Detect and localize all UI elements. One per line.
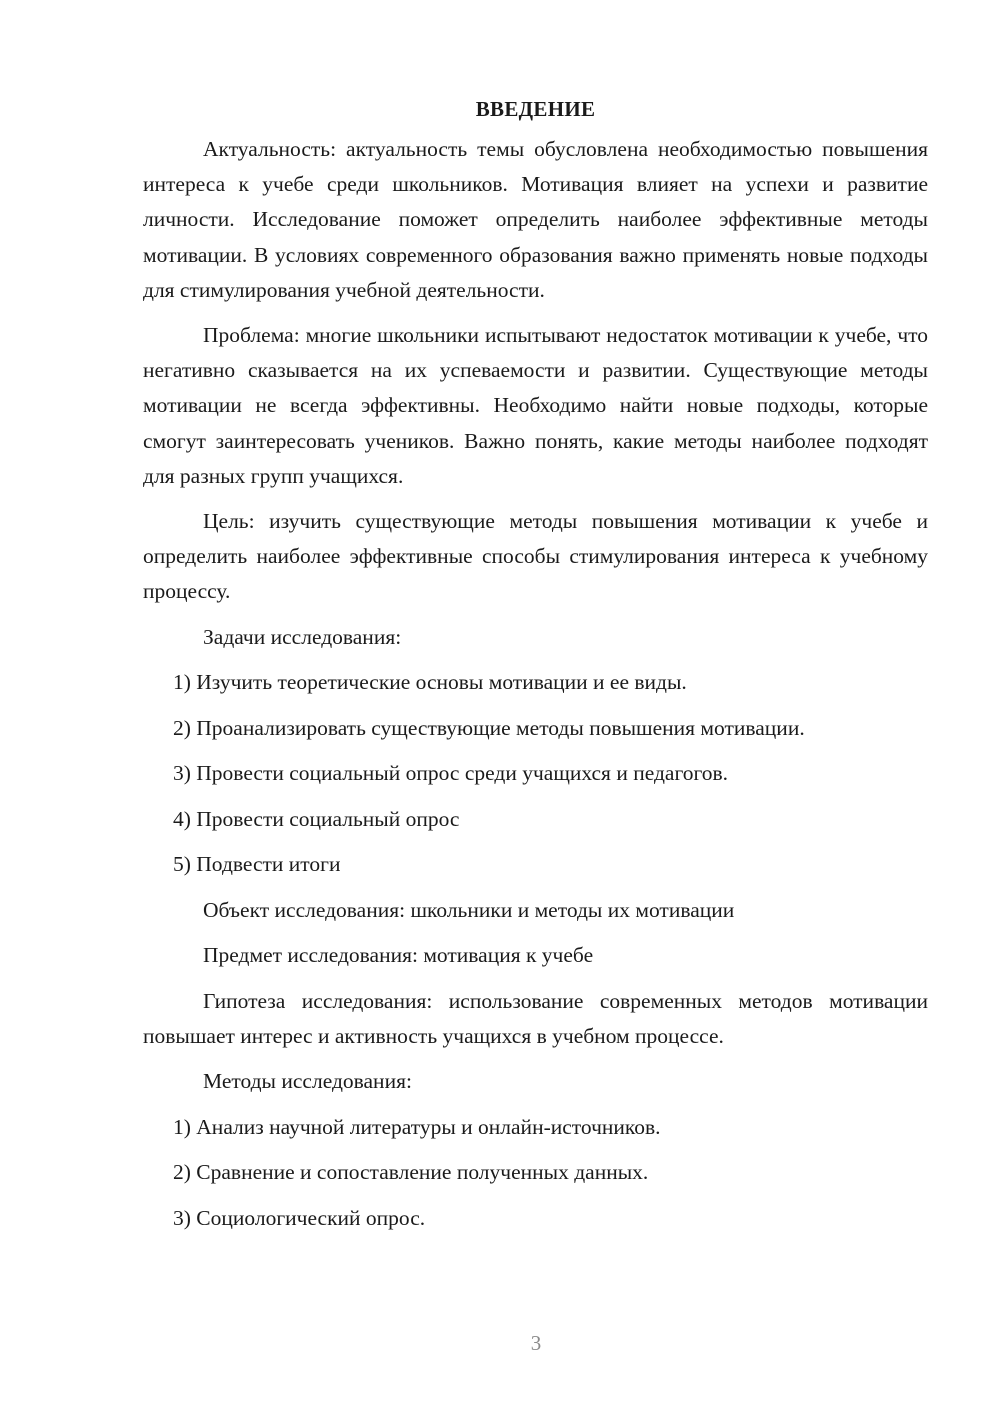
research-object: Объект исследования: школьники и методы их мотивации (203, 897, 735, 922)
tasks-heading: Задачи исследования: (203, 624, 402, 649)
task-item: 3) Провести социальный опрос среди учащихся и педагогов. (173, 761, 729, 786)
task-item: 1) Изучить теоретические основы мотивации и ее виды. (173, 670, 687, 695)
method-item: 2) Сравнение и сопоставление полученных данных. (173, 1160, 649, 1185)
document-page (143, 92, 928, 1246)
task-item: 4) Провести социальный опрос (173, 806, 460, 831)
task-item: 5) Подвести итоги (173, 852, 341, 877)
research-subject: Предмет исследования: мотивация к учебе (203, 943, 594, 968)
section-title: ВВЕДЕНИЕ (475, 97, 596, 121)
method-item: 1) Анализ научной литературы и онлайн-источников. (173, 1114, 661, 1139)
goal-paragraph: Цель: изучить существующие методы повышения мотивации к учебе и определить наиболее эффективные способы стимулирования интереса к учебному процессу. (143, 509, 928, 604)
hypothesis-paragraph: Гипотеза исследования: использование современных методов мотивации повышает интерес и активность учащихся в учебном процессе. (143, 988, 928, 1048)
relevance-paragraph: Актуальность: актуальность темы обусловлена необходимостью повышения интереса к учебе среди школьников. Мотивация влияет на успехи и развитие личности. Исследование поможет определить наиболее эффективные методы мотивации. В условиях современного образования важно применять новые подходы для стимулирования учебной деятельности. (143, 137, 928, 302)
task-item: 2) Проанализировать существующие методы повышения мотивации. (173, 715, 805, 740)
methods-heading: Методы исследования: (203, 1069, 412, 1094)
problem-paragraph: Проблема: многие школьники испытывают недостаток мотивации к учебе, что негативно сказывается на их успеваемости и развитии. Существующие методы мотивации не всегда эффективны. Необходимо найти новые подходы, которые смогут заинтересовать учеников. Важно понять, какие методы наиболее подходят для разных групп учащихся. (143, 323, 928, 488)
page-number: 3 (530, 1331, 542, 1355)
method-item: 3) Социологический опрос. (173, 1205, 426, 1230)
